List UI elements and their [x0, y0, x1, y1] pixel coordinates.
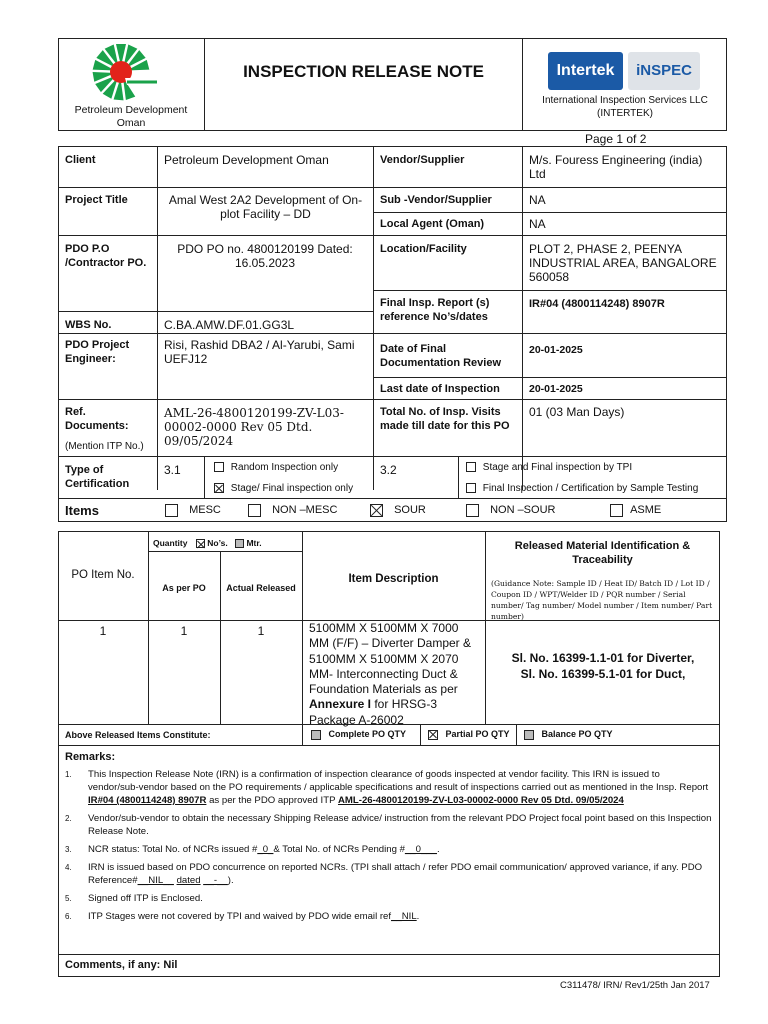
rmit-header: Released Material Identification & Traceability: [514, 540, 691, 566]
pdo-org-name: Petroleum Development Oman: [74, 104, 188, 129]
cert-random-option[interactable]: Random Inspection only: [214, 462, 338, 474]
certification-label: Type of Certification: [65, 464, 130, 490]
sour-checkbox[interactable]: [370, 504, 383, 517]
row-actual: 1: [257, 624, 265, 638]
stage-final-checkbox[interactable]: [214, 483, 224, 493]
final-report-label: Final Insp. Report (s) reference No’s/dates: [380, 297, 490, 323]
remark-4: 4. IRN is issued based on PDO concurrence on reported NCRs. (TPI shall attach / refer PDO email communication/ approved variance, if any. PDO Reference#__NIL__ dated __-__).: [65, 862, 703, 886]
subvendor-value: NA: [529, 193, 546, 207]
inspec-logo: iNSPEC: [628, 52, 700, 90]
po-label: PDO P.O /Contractor PO.: [65, 243, 147, 269]
project-title-value: Amal West 2A2 Development of On-plot Facility – DD: [168, 193, 363, 221]
final-report-value: IR#04 (4800114248) 8907R: [529, 298, 665, 310]
mesc-option[interactable]: MESC: [165, 504, 221, 517]
partial-po-checkbox[interactable]: [428, 730, 438, 740]
mesc-checkbox[interactable]: [165, 504, 178, 517]
cert-stage-final-option[interactable]: Stage/ Final inspection only: [214, 483, 353, 495]
mtr-checkbox[interactable]: [235, 539, 244, 548]
items-label: Items: [65, 503, 99, 518]
po-value: PDO PO no. 4800120199 Dated: 16.05.2023: [177, 242, 353, 270]
non-sour-option[interactable]: NON –SOUR: [466, 504, 555, 517]
document-title: INSPECTION RELEASE NOTE: [243, 62, 484, 81]
row-as-per-po: 1: [180, 624, 188, 638]
vendor-label: Vendor/Supplier: [380, 154, 465, 166]
complete-po-option[interactable]: Complete PO QTY: [311, 729, 406, 740]
last-insp-value: 20-01-2025: [529, 383, 583, 395]
last-insp-label: Last date of Inspection: [380, 383, 500, 395]
po-item-header: PO Item No.: [71, 569, 135, 581]
visits-label: Total No. of Insp. Visits made till date for this PO: [380, 406, 510, 432]
stage-final-tpi-checkbox[interactable]: [466, 462, 476, 472]
non-mesc-checkbox[interactable]: [248, 504, 261, 517]
cert-31-code: 3.1: [164, 463, 181, 477]
quantity-header: Quantity No’s. Mtr.: [153, 538, 262, 548]
remarks-list: [65, 768, 713, 923]
random-inspection-checkbox[interactable]: [214, 462, 224, 472]
engineer-value: Risi, Rashid DBA2 / Al-Yarubi, Sami UEFJ12: [164, 338, 355, 366]
wbs-value: C.BA.AMW.DF.01.GG3L: [164, 318, 295, 332]
vendor-value: M/s. Fouress Engineering (india) Ltd: [529, 153, 703, 181]
page-info: Page 1 of 2: [585, 132, 647, 146]
remark-2: 2. Vendor/sub-vendor to obtain the necessary Shipping Release advice/ instruction from the relevant PDO Project focal point based on this Inspection Release Note.: [65, 813, 712, 837]
sour-option[interactable]: SOUR: [370, 504, 426, 517]
final-doc-value: 20-01-2025: [529, 344, 583, 356]
as-per-po-header: As per PO: [162, 583, 206, 593]
balance-po-option[interactable]: Balance PO QTY: [524, 729, 613, 740]
cert-32-code: 3.2: [380, 463, 397, 477]
client-value: Petroleum Development Oman: [164, 153, 329, 167]
remark-3: 3. NCR status: Total No. of NCRs issued #_0_& Total No. of NCRs Pending #__0___.: [65, 844, 440, 855]
remark-5: 5. Signed off ITP is Enclosed.: [65, 893, 203, 904]
wbs-label: WBS No.: [65, 319, 112, 331]
constitute-label: Above Released Items Constitute:: [65, 730, 211, 740]
subvendor-label: Sub -Vendor/Supplier: [380, 194, 492, 206]
agency-name: International Inspection Services LLC (INTERTEK): [542, 95, 708, 119]
asme-option[interactable]: ASME: [610, 504, 661, 517]
balance-po-checkbox[interactable]: [524, 730, 534, 740]
actual-released-header: Actual Released: [226, 583, 296, 593]
client-label: Client: [65, 154, 96, 166]
remark-1: 1. This Inspection Release Note (IRN) is a confirmation of inspection clearance of goods inspected at vendor facility. This IRN is issued to vendor/sub-vendor based on the PO requirements / applicable specifications and result of inspections carried out as mentioned in the Insp. Report IR#04 (4800114248) 8907R as per the PDO approved ITP AML-26-4800120199-ZV-L03-00002-0000 Rev 05 Dtd. 09/05/2024: [65, 769, 709, 806]
local-agent-value: NA: [529, 217, 546, 231]
remark-6: 6. ITP Stages were not covered by TPI and waived by PDO wide email ref__NIL.: [65, 911, 420, 922]
row-po-item: 1: [99, 624, 107, 638]
ref-documents-value: AML-26-4800120199-ZV-L03-00002-0000 Rev 05 Dtd. 09/05/2024: [164, 406, 344, 448]
project-title-label: Project Title: [65, 194, 128, 206]
visits-value: 01 (03 Man Days): [529, 405, 625, 419]
item-description-header: Item Description: [348, 573, 439, 585]
ref-documents-sub: (Mention ITP No.): [65, 441, 144, 452]
row-description: 5100MM X 5100MM X 7000 MM (F/F) – Diverter Damper & 5100MM X 5100MM X 2070 MM- Interconnecting Duct & Foundation Materials as per Annexure I for HRSG-3 Package A-26002: [309, 621, 472, 727]
remarks-title: Remarks:: [65, 751, 116, 763]
partial-po-option[interactable]: Partial PO QTY: [428, 729, 510, 740]
cert-tpi-option[interactable]: Stage and Final inspection by TPI: [466, 462, 632, 474]
sample-testing-checkbox[interactable]: [466, 483, 476, 493]
cert-sample-option[interactable]: Final Inspection / Certification by Sample Testing: [466, 483, 698, 495]
ref-documents-label: Ref. Documents:: [65, 406, 129, 432]
non-mesc-option[interactable]: NON –MESC: [248, 504, 337, 517]
comments: Comments, if any: Nil: [65, 959, 178, 971]
pdo-logo: [80, 40, 162, 102]
nos-checkbox[interactable]: [196, 539, 205, 548]
asme-checkbox[interactable]: [610, 504, 623, 517]
final-doc-label: Date of Final Documentation Review: [380, 343, 502, 369]
footer-ref: C311478/ IRN/ Rev1/25th Jan 2017: [560, 980, 710, 991]
non-sour-checkbox[interactable]: [466, 504, 479, 517]
location-value: PLOT 2, PHASE 2, PEENYA INDUSTRIAL AREA, BANGALORE 560058: [529, 242, 717, 284]
intertek-logo: Intertek: [548, 52, 623, 90]
row-traceability: Sl. No. 16399-1.1-01 for Diverter, Sl. No. 16399-5.1-01 for Duct,: [511, 651, 695, 681]
guidance-note: (Guidance Note: Sample ID / Heat ID/ Batch ID / Lot ID / Coupon ID / WPT/Welder ID / PQR number / Serial number/ Tag number/ Model number / Item number/ Part number): [491, 579, 713, 621]
local-agent-label: Local Agent (Oman): [380, 218, 485, 230]
complete-po-checkbox[interactable]: [311, 730, 321, 740]
location-label: Location/Facility: [380, 243, 467, 255]
engineer-label: PDO Project Engineer:: [65, 339, 130, 365]
